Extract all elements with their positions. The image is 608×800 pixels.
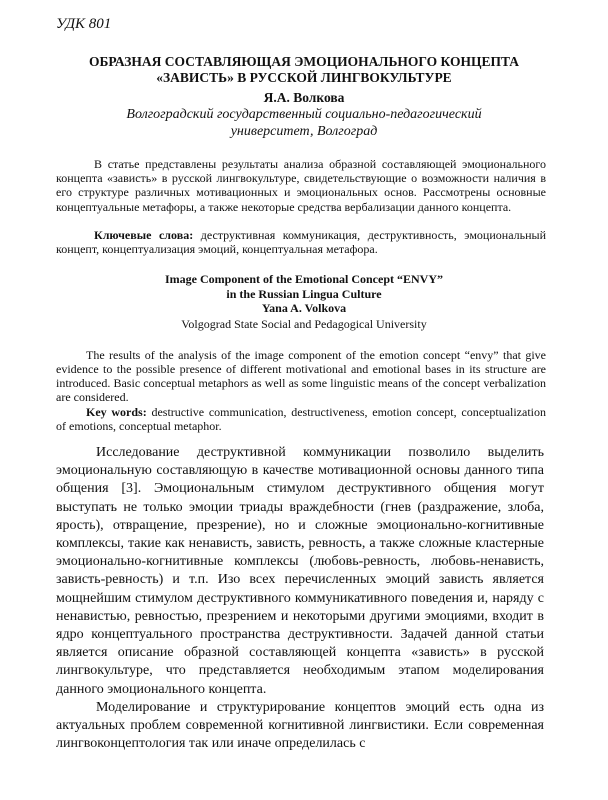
udk-code: УДК 801 xyxy=(56,16,112,32)
abstract-en-text: The results of the analysis of the image component of the emotion concept “envy” that give evidence to the possible presence of different motivational and emotional bases in its structure are introduced. Basic conceptual metaphors as well as some linguistic means of the concept verbalization are considered. xyxy=(56,348,546,404)
abstract-en xyxy=(56,348,546,404)
affiliation-en: Volgograd State Social and Pedagogical University xyxy=(181,317,427,331)
title-ru-line-1: ОБРАЗНАЯ СОСТАВЛЯЮЩАЯ ЭМОЦИОНАЛЬНОГО КОНЦЕПТА xyxy=(88,54,520,69)
body-paragraph-2-text: Моделирование и структурирование концептов эмоций есть одна из актуальных проблем современной когнитивной лингвистики. Если современная лингвоконцептология так или иначе определилась с xyxy=(56,699,544,752)
body-paragraph-2 xyxy=(56,699,544,754)
affiliation-ru-line-1: Волгоградский государственный социально-педагогический xyxy=(126,107,482,122)
article-title-ru xyxy=(56,54,552,86)
keywords-ru-text: деструктивная коммуникация, деструктивность, эмоциональный концепт, концептуализация эмоций, концептуальная метафора. xyxy=(56,228,546,257)
body-paragraph-1 xyxy=(56,444,544,699)
title-en-line-2: in the Russian Lingua Culture xyxy=(226,286,382,301)
keywords-en xyxy=(56,405,546,433)
body-paragraph-1-text: Исследование деструктивной коммуникации позволило выделить эмоциональную составляющую в качестве мотивационной основы данного типа общения [3]. Эмоциональным стимулом деструктивного общения могут выступать не только эмоции триады враждебности (гнев (раздражение, злоба, ярость), отвращение, презрение), но и сложные эмоционально-когнитивные комплексы, такие как ненависть, зависть, ревность, а также сложные кластерные эмоционально-когнитивные комплексы (любовь-ревность, любовь-ненависть, зависть-ревность) и т.п. Изо всех перечисленных эмоций зависть является мощнейшим стимулом деструктивного коммуникативного поведения и, наряду с ненавистью, ревностью, презрением и некоторыми другими эмоциями, входит в ядро концептуального пространства деструктивности. Задачей данной статьи является описание образной составляющей концепта «зависть» в русской лингвокультуре, что представляется необходимым этапом моделирования данного эмоционального концепта. xyxy=(56,445,544,697)
article-body xyxy=(56,444,544,753)
author-en: Yana A. Volkova xyxy=(261,301,347,315)
keywords-en-text: destructive communication, destructiveness, emotion concept, conceptualization of emotions, conceptual metaphor. xyxy=(56,405,547,434)
keywords-ru xyxy=(56,228,546,256)
abstract-ru xyxy=(56,157,546,214)
keywords-en-label: Key words: xyxy=(86,405,147,419)
title-ru-line-2: «ЗАВИСТЬ» В РУССКОЙ ЛИНГВОКУЛЬТУРЕ xyxy=(156,70,452,85)
article-title-en xyxy=(56,272,552,316)
author-ru: Я.А. Волкова xyxy=(263,90,345,105)
affiliation-ru-line-2: университет, Волгоград xyxy=(230,124,378,139)
affiliation-ru xyxy=(56,106,552,140)
keywords-ru-label: Ключевые слова: xyxy=(94,228,194,242)
abstract-ru-text: В статье представлены результаты анализа образной составляющей эмоционального концепта «зависть» в русской лингвокультуре, свидетельствующие о возможности наличия в его структуре различных мотивационных и эмоциональных основ. Рассмотрены основные концептуальные метафоры, а также некоторые средства вербализации данного концепта. xyxy=(56,157,546,214)
title-en-line-1: Image Component of the Emotional Concept “ENVY” xyxy=(165,272,443,286)
